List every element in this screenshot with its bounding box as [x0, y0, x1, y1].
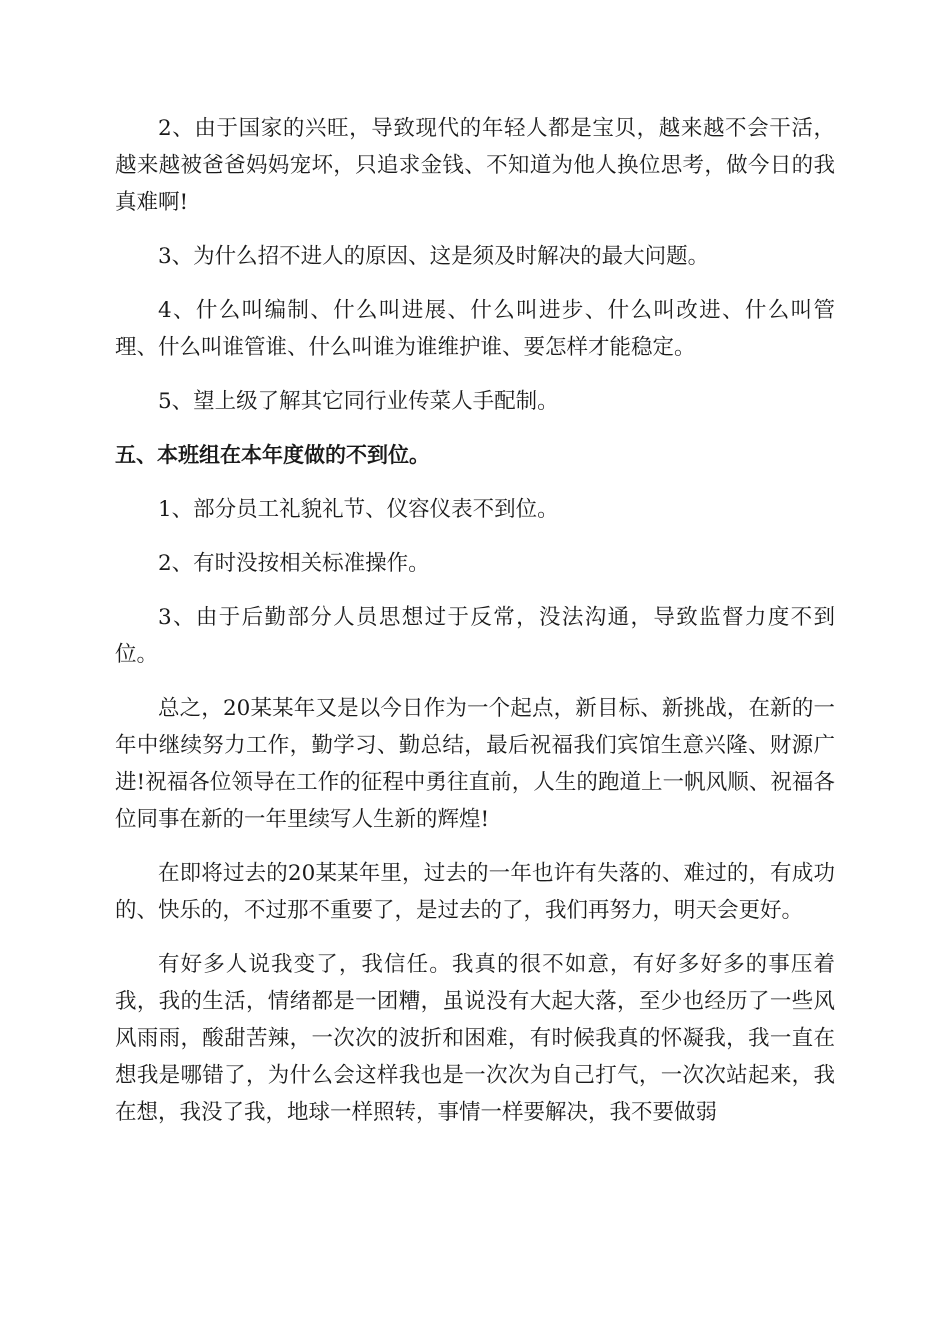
- paragraph-item-4: 4、什么叫编制、什么叫进展、什么叫进步、什么叫改进、什么叫管理、什么叫谁管谁、什么叫谁为谁维护谁、要怎样才能稳定。: [115, 298, 835, 360]
- document-body: [115, 110, 835, 1148]
- paragraph-personal: 有好多人说我变了，我信任。我真的很不如意，有好多好多的事压着我，我的生活，情绪都是一团糟，虽说没有大起大落，至少也经历了一些风风雨雨，酸甜苦辣，一次次的波折和困难，有时候我真的怀凝我，我一直在想我是哪错了，为什么会这样我也是一次次为自己打气，一次次站起来，我在想，我没了我，地球一样照转，事情一样要解决，我不要做弱: [115, 952, 835, 1125]
- paragraph-item-5: 5、望上级了解其它同行业传菜人手配制。: [158, 389, 559, 414]
- paragraph-reflection: 在即将过去的20某某年里，过去的一年也许有失落的、难过的，有成功的、快乐的，不过那不重要了，是过去的了，我们再努力，明天会更好。: [115, 861, 835, 923]
- paragraph-shortfall-3: 3、由于后勤部分人员思想过于反常，没法沟通，导致监督力度不到位。: [115, 605, 835, 667]
- paragraph-shortfall-2: 2、有时没按相关标准操作。: [158, 551, 430, 576]
- paragraph-shortfall-1: 1、部分员工礼貌礼节、仪容仪表不到位。: [158, 497, 559, 522]
- section-heading: 五、本班组在本年度做的不到位。: [115, 443, 430, 467]
- paragraph-item-2: 2、由于国家的兴旺，导致现代的年轻人都是宝贝，越来越不会干活，越来越被爸爸妈妈宠坏，只追求金钱、不知道为他人换位思考，做今日的我真难啊!: [115, 116, 835, 215]
- paragraph-item-3: 3、为什么招不进人的原因、这是须及时解决的最大问题。: [158, 244, 710, 269]
- paragraph-summary: 总之，20某某年又是以今日作为一个起点，新目标、新挑战，在新的一年中继续努力工作，勤学习、勤总结，最后祝福我们宾馆生意兴隆、财源广进!祝福各位领导在工作的征程中勇往直前，人生的跑道上一帆风顺、祝福各位同事在新的一年里续写人生新的辉煌!: [115, 696, 835, 832]
